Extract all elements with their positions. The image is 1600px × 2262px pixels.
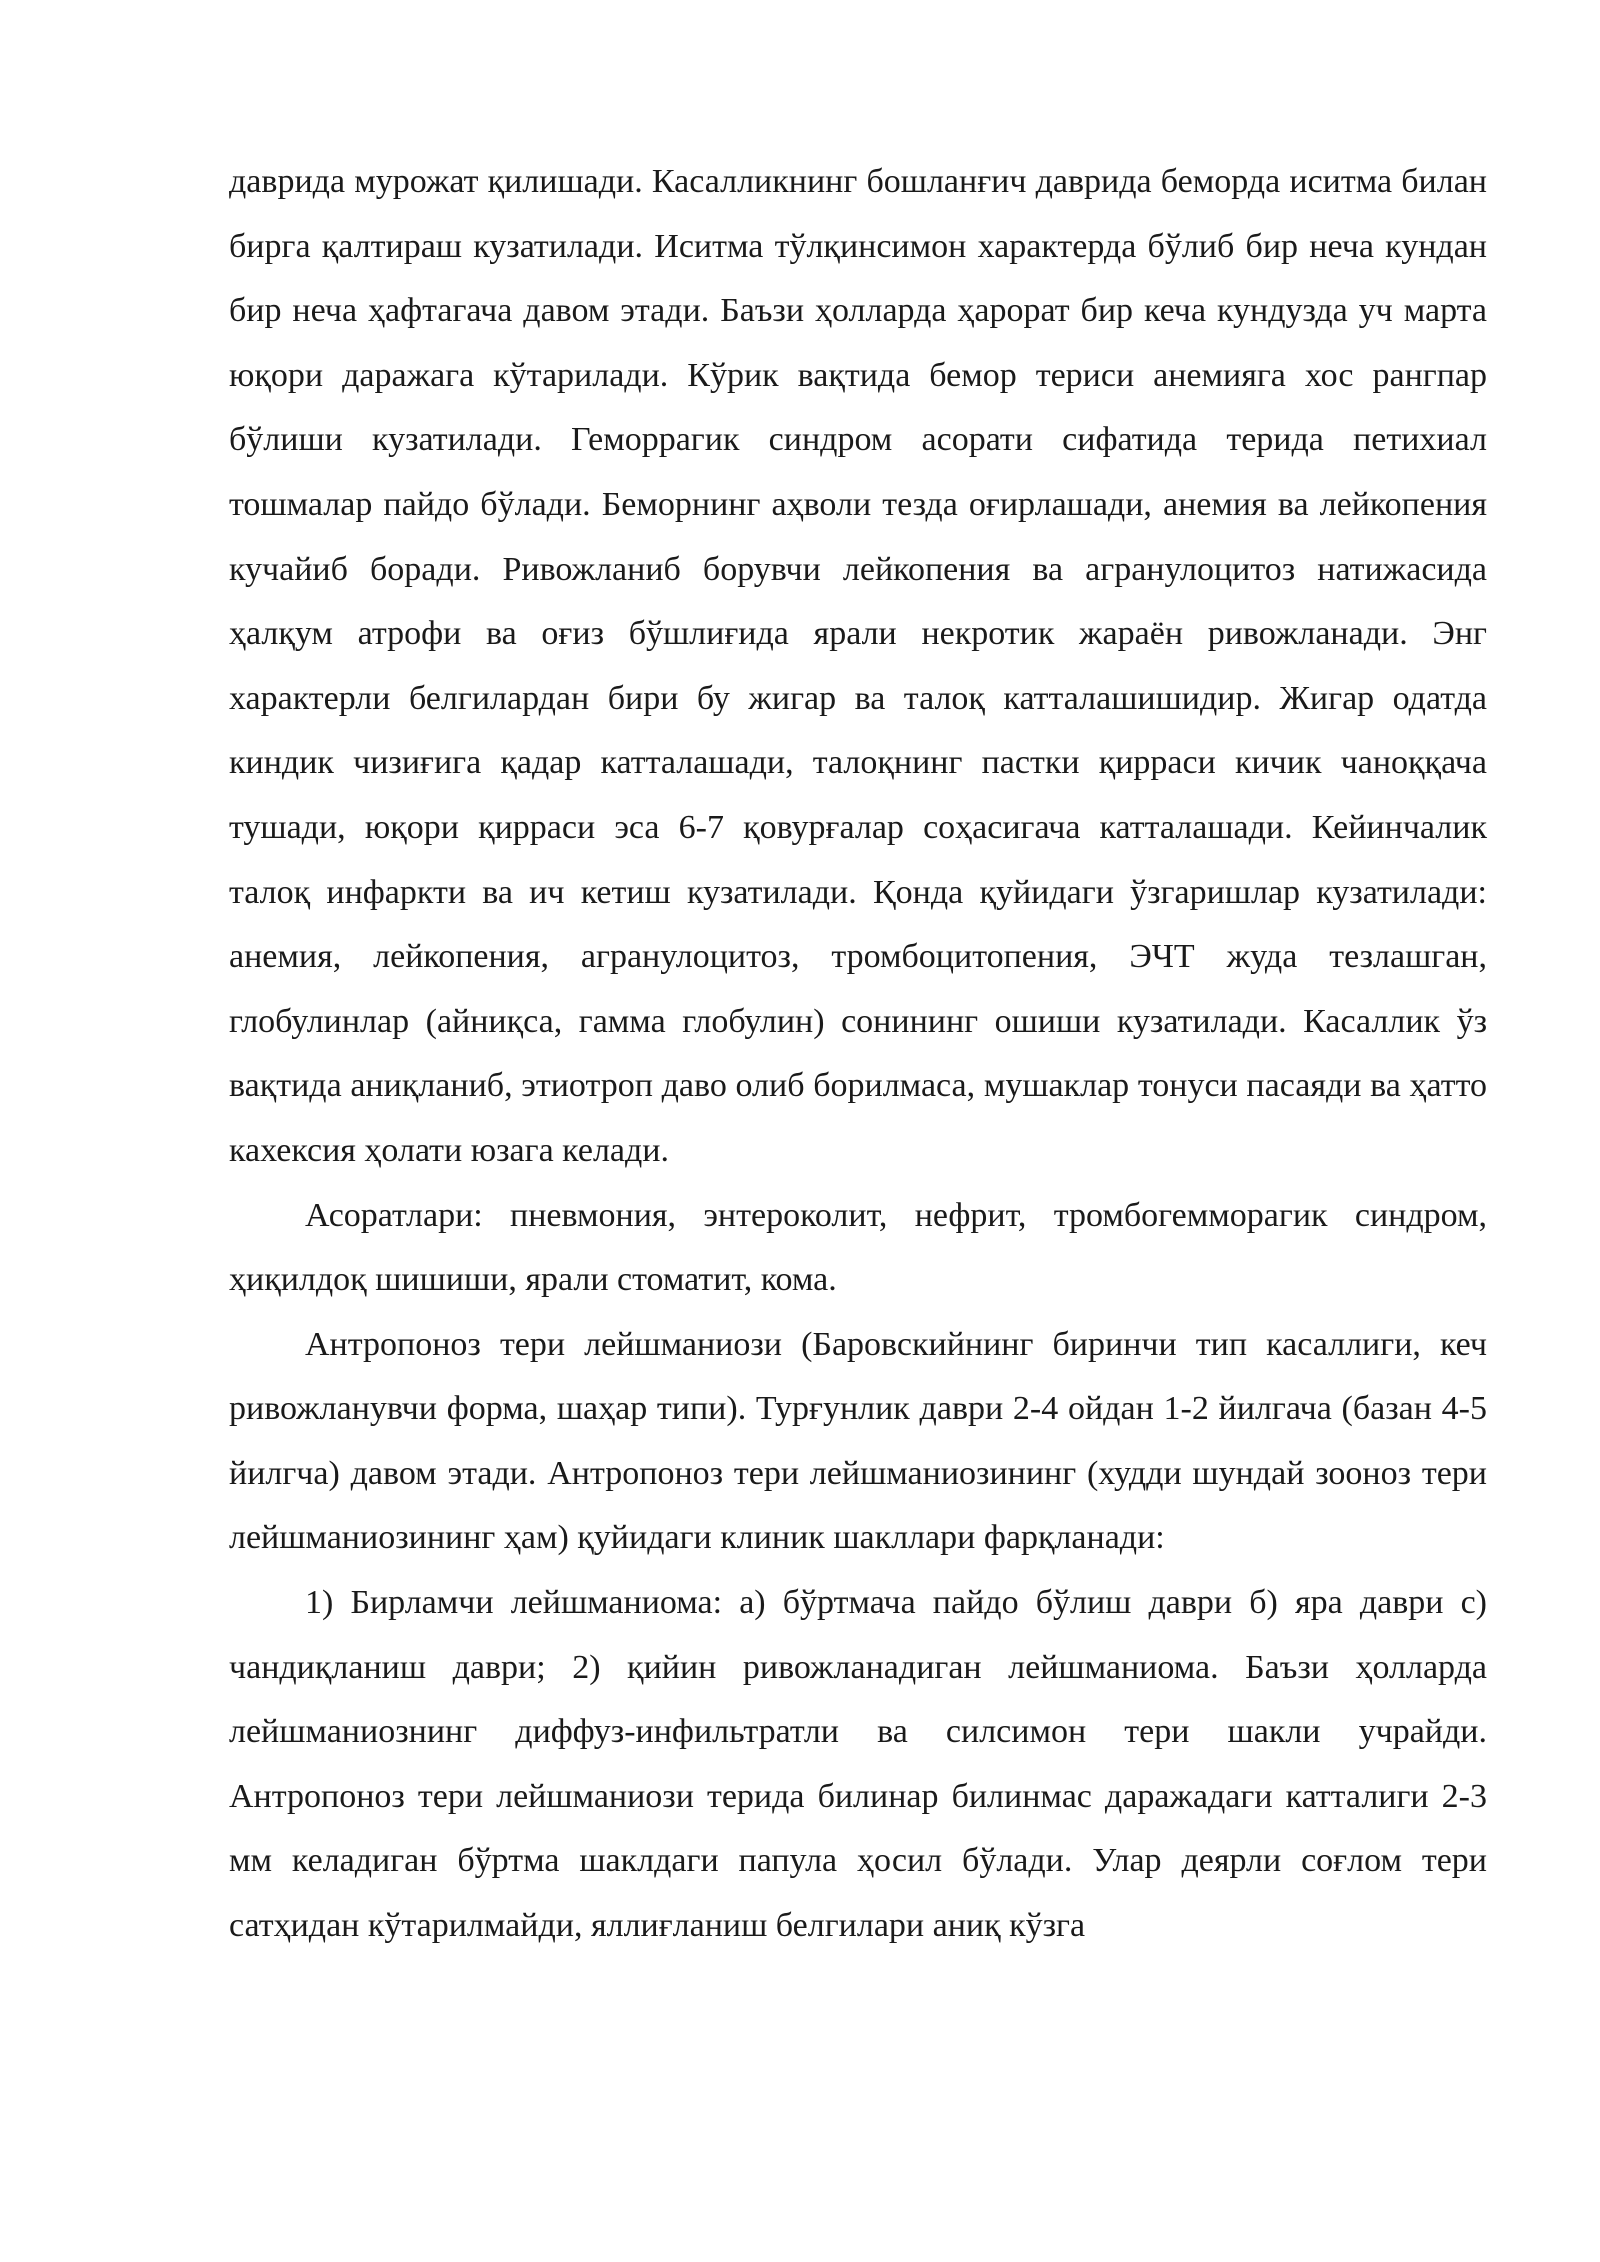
paragraph-clinical-forms: 1) Бирламчи лейшманиома: а) бўртмача пайдо бўлиш даври б) яра даври с) чандиқланиш даври; 2) қийин ривожланадиган лейшманиома. Баъзи ҳолларда лейшманиознинг диффуз-инфильтратли ва силсимон тери шакли учрайди. Антропоноз тери лейшманиози терида билинар билинмас даражадаги катталиги 2-3 мм келадиган бўртма шаклдаги папула ҳосил бўлади. Улар деярли соғлом тери сатҳидан кўтарилмайди, яллиғланиш белгилари аниқ кўзга bbox=[229, 1584, 1487, 1945]
paragraph-complications: Асоратлари: пневмония, энтероколит, нефрит, тромбогеммoрагик синдром, ҳиқилдоқ шишиши, ярали стоматит, кома. bbox=[229, 1196, 1487, 1299]
paragraph-anthroponotic-leishmaniasis: Антропоноз тери лейшманиози (Баровскийнинг биринчи тип касаллиги, кеч ривожланувчи форма, шаҳар типи). Турғунлик даври 2-4 ойдан 1-2 йилгача (базан 4-5 йилгча) давом этади. Антропоноз тери лейшманиозининг (худди шундай зооноз тери лейшманиозининг ҳам) қуйидаги клиник шакллари фарқланади: bbox=[229, 1325, 1487, 1557]
paragraph-clinical-course: даврида мурожат қилишади. Касалликнинг бошланғич даврида беморда иситма билан бирга қалтираш кузатилади. Иситма тўлқинсимон характерда бўлиб бир неча кундан бир неча ҳафтагача давом этади. Баъзи ҳолларда ҳарорат бир кеча кундузда уч марта юқори даражага кўтарилади. Кўрик вақтида бемор териси анемияга хос рангпар бўлиши кузатилади. Геморрагик синдром асорати сифатида терида петихиал тошмалар пайдо бўлади. Беморнинг аҳволи тезда оғирлашади, анемия ва лейкопения кучайиб боради. Ривожланиб борувчи лейкопения ва агранулоцитоз натижасида ҳалқум атрофи ва оғиз бўшлиғида ярали некротик жараён ривожланади. Энг характерли белгилардан бири бу жигар ва талоқ катталашишидир. Жигар одатда киндик чизиғига қадар катталашади, талоқнинг пастки қирраси кичик чаноққача тушади, юқори қирраси эса 6-7 қовурғалар соҳасигача катталашади. Кейинчалик талоқ инфаркти ва ич кетиш кузатилади. Қонда қуйидаги ўзгаришлар кузатилади: анемия, лейкопения, агранулоцитоз, тромбоцитопения, ЭЧТ жуда тезлашган, глобулинлар (айниқса, гамма глобулин) сонининг ошиши кузатилади. Касаллик ўз вақтида аниқланиб, этиотроп даво олиб борилмаса, мушаклар тонуси пасаяди ва ҳатто кахексия ҳолати юзага келади. bbox=[229, 163, 1487, 1169]
body-text bbox=[229, 150, 1487, 1959]
